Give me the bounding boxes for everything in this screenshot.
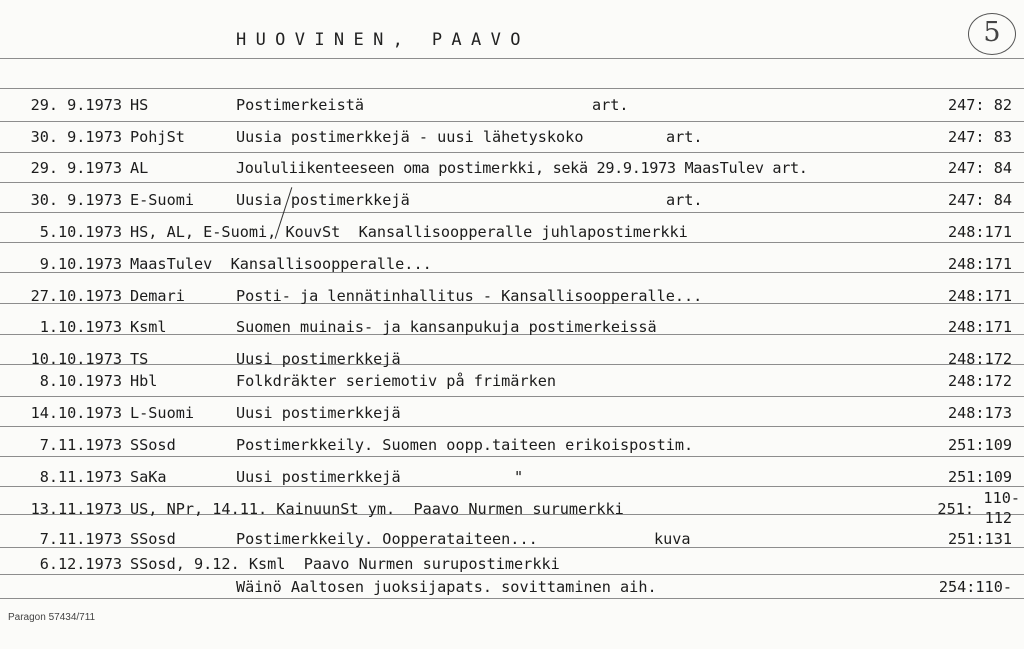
entry-title: Postimerkkeily. Suomen oopp.taiteen erikoispostim. <box>236 436 694 454</box>
row-rule <box>0 396 1024 397</box>
entry-source: E-Suomi <box>130 191 195 209</box>
list-item <box>0 254 1024 274</box>
entry-date: 27.10.1973 <box>30 287 122 305</box>
entry-date: 30. 9.1973 <box>30 191 122 209</box>
entry-title: Uusi postimerkkejä <box>236 404 401 422</box>
entry-source: SaKa <box>130 468 167 486</box>
entry-date: 7.11.1973 <box>39 530 122 548</box>
entry-source: SSosd <box>130 530 176 548</box>
list-item <box>0 127 1024 147</box>
entry-reference: 248:171 <box>947 255 1012 273</box>
list-item <box>0 529 1024 549</box>
entry-reference: 248:172 <box>947 350 1012 368</box>
entry-reference: 247: 83 <box>947 128 1012 146</box>
row-rule <box>0 598 1024 599</box>
entry-note: art. <box>592 96 629 114</box>
entry-date: 8.11.1973 <box>39 468 122 486</box>
entry-reference: 254:110- <box>938 578 1012 596</box>
row-rule <box>0 182 1024 183</box>
list-item <box>0 403 1024 423</box>
list-item <box>0 435 1024 455</box>
list-item <box>0 190 1024 210</box>
entry-note: kuva <box>654 530 691 548</box>
printer-imprint: Paragon 57434/711 <box>8 612 96 623</box>
column-rule <box>0 88 1024 89</box>
row-rule <box>0 212 1024 213</box>
ditto-mark: " <box>514 468 524 486</box>
entry-reference: 247: 84 <box>947 191 1012 209</box>
row-rule <box>0 152 1024 153</box>
entry-title: Joululiikenteeseen oma postimerkki, sekä 29.9.1973 MaasTulev art. <box>236 159 808 177</box>
entry-title: Folkdräkter seriemotiv på frimärken <box>236 372 557 390</box>
entry-title: Postimerkeistä <box>236 96 365 114</box>
row-rule <box>0 456 1024 457</box>
card-name-header: HUOVINEN, PAAVO <box>236 30 530 50</box>
entry-source: Demari <box>130 287 185 305</box>
entry-source: MaasTulev Kansallisoopperalle... <box>130 255 432 273</box>
entry-title: Wäinö Aaltosen juoksijapats. sovittaminen aih. <box>236 578 657 596</box>
row-rule <box>0 574 1024 575</box>
list-item <box>0 349 1024 369</box>
entry-date: 6.12.1973 <box>39 555 122 573</box>
entry-note: art. <box>666 128 703 146</box>
card-number-circle: 5 <box>968 13 1016 55</box>
entry-reference: 248:172 <box>947 372 1012 390</box>
entry-reference: 251: <box>937 500 974 518</box>
entry-title: Uusia postimerkkejä - uusi lähetyskoko <box>236 128 584 146</box>
entry-source: US, NPr, 14.11. KainuunSt ym. Paavo Nurmen surumerkki <box>130 500 624 518</box>
entry-source: L-Suomi <box>130 404 195 422</box>
entry-source: AL <box>130 159 149 177</box>
list-item <box>0 577 1024 597</box>
entry-reference: 247: 84 <box>947 159 1012 177</box>
list-item <box>0 286 1024 306</box>
entry-title: Uusia postimerkkejä <box>236 191 410 209</box>
entry-title: Posti- ja lennätinhallitus - Kansallisoopperalle... <box>236 287 703 305</box>
entry-source: PohjSt <box>130 128 185 146</box>
entry-reference-range-start: 110- <box>983 489 1020 507</box>
entry-title: Suomen muinais- ja kansanpukuja postimerkeissä <box>236 318 657 336</box>
entry-reference-range-end: 112 <box>984 509 1012 527</box>
entry-title: Uusi postimerkkejä <box>236 350 401 368</box>
entry-reference: 248:171 <box>947 318 1012 336</box>
list-item <box>0 222 1024 242</box>
entry-source: HS, AL, E-Suomi, KouvSt Kansallisoopperalle juhlapostimerkki <box>130 223 688 241</box>
entry-source: Ksml <box>130 318 167 336</box>
entry-title: Uusi postimerkkejä <box>236 468 401 486</box>
entry-date: 5.10.1973 <box>39 223 122 241</box>
entry-reference: 251:109 <box>947 436 1012 454</box>
entry-date: 9.10.1973 <box>39 255 122 273</box>
list-item <box>0 95 1024 115</box>
row-rule <box>0 426 1024 427</box>
list-item <box>0 499 1024 519</box>
list-item <box>0 317 1024 337</box>
entry-date: 10.10.1973 <box>30 350 122 368</box>
entry-reference: 251:131 <box>947 530 1012 548</box>
entry-reference: 248:171 <box>947 287 1012 305</box>
entry-source: SSosd <box>130 436 176 454</box>
list-item <box>0 554 1024 574</box>
list-item <box>0 371 1024 391</box>
row-rule <box>0 242 1024 243</box>
entry-source: TS <box>130 350 149 368</box>
entry-source: Hbl <box>130 372 158 390</box>
entry-title: Postimerkkeily. Oopperataiteen... <box>236 530 538 548</box>
entry-date: 1.10.1973 <box>39 318 122 336</box>
entry-note: art. <box>666 191 703 209</box>
list-item <box>0 467 1024 487</box>
entry-source: SSosd, 9.12. Ksml Paavo Nurmen surupostimerkki <box>130 555 560 573</box>
list-item <box>0 158 1024 178</box>
entry-reference: 248:173 <box>947 404 1012 422</box>
header-rule <box>0 58 1024 59</box>
entry-date: 8.10.1973 <box>39 372 122 390</box>
entry-source: HS <box>130 96 149 114</box>
entry-reference: 251:109 <box>947 468 1012 486</box>
entry-date: 29. 9.1973 <box>30 159 122 177</box>
entry-date: 29. 9.1973 <box>30 96 122 114</box>
entry-reference: 248:171 <box>947 223 1012 241</box>
row-rule <box>0 121 1024 122</box>
entry-date: 7.11.1973 <box>39 436 122 454</box>
entry-date: 30. 9.1973 <box>30 128 122 146</box>
entry-reference: 247: 82 <box>947 96 1012 114</box>
entry-date: 14.10.1973 <box>30 404 122 422</box>
entry-date: 13.11.1973 <box>30 500 122 518</box>
